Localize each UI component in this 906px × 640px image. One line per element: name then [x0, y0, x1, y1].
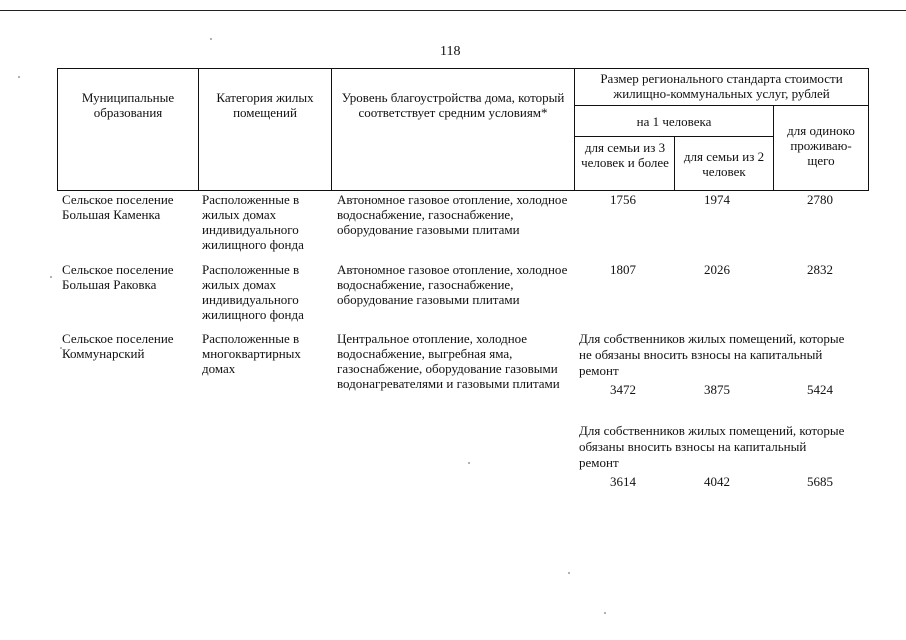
scan-speck	[18, 76, 20, 78]
header-family-3plus: для семьи из 3 человек и более	[581, 140, 669, 170]
row3-category: Расположенные в многоквартирных домах	[202, 331, 301, 376]
row3-municipality: Сельское поселение Коммунарский	[62, 331, 174, 361]
row3a-value-family-2: 3875	[704, 382, 730, 397]
scan-speck	[604, 612, 606, 614]
row2-municipality: Сельское поселение Большая Раковка	[62, 262, 174, 292]
row3b-value-single: 5685	[807, 474, 833, 489]
row3-comfort: Центральное отопление, холодное водоснабжение, выгребная яма, газоснабжение, оборудование газовыми водонагревателями и газовыми плитами	[337, 331, 560, 391]
row1-value-family-2: 1974	[704, 192, 730, 207]
row2-comfort: Автономное газовое отопление, холодное водоснабжение, газоснабжение, оборудование газовыми плитами	[337, 262, 568, 307]
scan-speck	[568, 572, 570, 574]
header-municipality: Муниципальные образования	[81, 90, 175, 120]
page-number: 118	[440, 44, 461, 59]
row3a-value-single: 5424	[807, 382, 833, 397]
scan-speck	[50, 276, 52, 278]
row1-comfort: Автономное газовое отопление, холодное водоснабжение, газоснабжение, оборудование газовыми плитами	[337, 192, 568, 237]
header-standard-size: Размер регионального стандарта стоимости жилищно-коммунальных услуг, рублей	[600, 71, 843, 101]
header-comfort-level: Уровень благоустройства дома, который соответствует средним условиям*	[341, 90, 565, 120]
row2-value-single: 2832	[807, 262, 833, 277]
header-single: для одиноко проживаю-щего	[787, 123, 855, 168]
col-divider-1	[198, 68, 199, 191]
row2-category: Расположенные в жилых домах индивидуального жилищного фонда	[202, 262, 304, 322]
row1-value-single: 2780	[807, 192, 833, 207]
col-divider-3	[574, 68, 575, 191]
col-divider-4	[674, 136, 675, 191]
row2-value-family-2: 2026	[704, 262, 730, 277]
row3a-value-family-3plus: 3472	[610, 382, 636, 397]
top-border-line	[0, 10, 906, 11]
row2-value-family-3plus: 1807	[610, 262, 636, 277]
table-left-border	[57, 68, 58, 191]
row1-value-family-3plus: 1756	[610, 192, 636, 207]
header-divider-1	[574, 105, 869, 106]
row1-municipality: Сельское поселение Большая Каменка	[62, 192, 174, 222]
scan-speck	[210, 38, 212, 40]
col-divider-5	[773, 105, 774, 191]
row3-note-capital-repair: Для собственников жилых помещений, которые обязаны вносить взносы на капитальный ремонт	[579, 423, 845, 470]
row3b-value-family-3plus: 3614	[610, 474, 636, 489]
scan-speck	[468, 462, 470, 464]
header-housing-category: Категория жилых помещений	[216, 90, 314, 120]
row3b-value-family-2: 4042	[704, 474, 730, 489]
scan-speck	[60, 347, 62, 349]
row3-note-no-capital-repair: Для собственников жилых помещений, которые не обязаны вносить взносы на капитальный ремонт	[579, 331, 845, 378]
row1-category: Расположенные в жилых домах индивидуального жилищного фонда	[202, 192, 304, 252]
table-right-border	[868, 68, 869, 191]
header-family-2: для семьи из 2 человек	[683, 149, 765, 179]
header-bottom-border	[57, 190, 869, 191]
table-top-border	[57, 68, 869, 69]
header-per-person: на 1 человека	[636, 114, 712, 129]
col-divider-2	[331, 68, 332, 191]
